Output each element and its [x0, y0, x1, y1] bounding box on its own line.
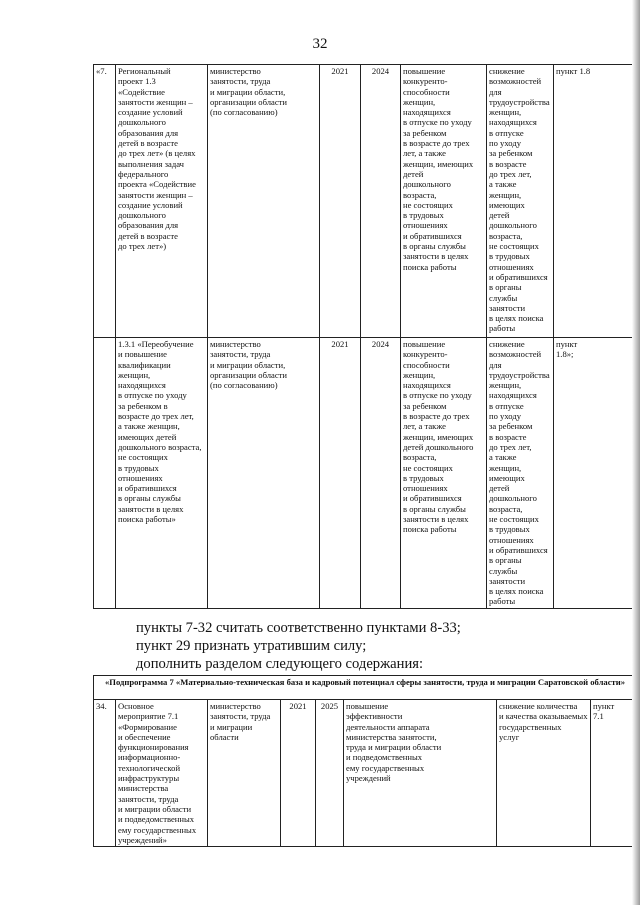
measures-table-continued — [93, 64, 637, 609]
expected-result: повышение эффективности деятельности аппарата министерства занятости, труда и миграции области и подведомственных ему государственных учреждений — [344, 700, 497, 847]
start-year: 2021 — [320, 338, 361, 609]
table-row — [94, 700, 637, 847]
subprogram-7-table — [93, 675, 637, 847]
non-implementation-consequence: снижение возможностей для трудоустройства женщин, находящихся в отпуске по уходу за ребенком в возрасте до трех лет, а также женщин, имеющих детей дошкольного возраста, не состоящих в трудовых отношениях и обратившихся в органы службы занятости в целях поиска работы — [487, 338, 554, 609]
start-year: 2021 — [281, 700, 316, 847]
start-year: 2021 — [320, 65, 361, 338]
non-implementation-consequence: снижение возможностей для трудоустройства женщин, находящихся в отпуске по уходу за ребенком в возрасте до трех лет, а также женщин, имеющих детей дошкольного возраста, не состоящих в трудовых отношениях и обратившихся в органы службы занятости в целях поиска работы — [487, 65, 554, 338]
row-number: «7. — [94, 65, 116, 338]
indicator-link: пункт 7.1 — [591, 700, 637, 847]
amendment-paragraph-2: пункт 29 признать утратившим силу; — [136, 638, 367, 654]
row-number: 34. — [94, 700, 116, 847]
amendment-paragraph-3: дополнить разделом следующего содержания: — [136, 656, 424, 672]
indicator-link: пункт 1.8 — [554, 65, 637, 338]
end-year: 2025 — [316, 700, 344, 847]
page-number: 32 — [312, 36, 328, 52]
amendment-paragraph-1: пункты 7-32 считать соответственно пунктами 8-33; — [136, 620, 461, 636]
executor: министерство занятости, труда и миграции области, организации области (по согласованию) — [208, 65, 320, 338]
measure-name: Основное мероприятие 7.1 «Формирование и обеспечение функционирования информационно- технологической инфраструктуры министерства занятости, труда и миграции области и подведомственных ему государственных учреждений» — [116, 700, 208, 847]
expected-result: повышение конкуренто- способности женщин, находящихся в отпуске по уходу за ребенком в возрасте до трех лет, а также женщин, имеющих детей дошкольного возраста, не состоящих в трудовых отношениях и обратившихся в органы службы занятости в целях поиска работы — [401, 65, 487, 338]
executor: министерство занятости, труда и миграции области — [208, 700, 281, 847]
expected-result: повышение конкуренто- способности женщин, находящихся в отпуске по уходу за ребенком в возрасте до трех лет, а также женщин, имеющих детей дошкольного возраста, не состоящих в трудовых отношениях и обратившихся в органы службы занятости в целях поиска работы — [401, 338, 487, 609]
measure-name: Региональный проект 1.3 «Содействие занятости женщин – создание условий дошкольного образования для детей в возрасте до трех лет» (в целях выполнения задач федерального проекта «Содействие занятости женщин – создание условий дошкольного образования для детей в возрасте до трех лет») — [116, 65, 208, 338]
measure-name: 1.3.1 «Переобучение и повышение квалификации женщин, находящихся в отпуске по уходу за ребенком в возрасте до трех лет, а также женщин, имеющих детей дошкольного возраста, не состоящих в трудовых отношениях и обратившихся в органы службы занятости в целях поиска работы» — [116, 338, 208, 609]
table-heading-row — [94, 676, 637, 700]
executor: министерство занятости, труда и миграции области, организации области (по согласованию) — [208, 338, 320, 609]
table-row — [94, 65, 637, 338]
row-number — [94, 338, 116, 609]
scan-edge-shadow — [632, 0, 640, 905]
table-row — [94, 338, 637, 609]
end-year: 2024 — [361, 65, 401, 338]
indicator-link: пункт 1.8»; — [554, 338, 637, 609]
non-implementation-consequence: снижение количества и качества оказываемых государственных услуг — [497, 700, 591, 847]
end-year: 2024 — [361, 338, 401, 609]
subprogram-heading: «Подпрограмма 7 «Материально-техническая база и кадровый потенциал сферы занятости, труда и миграции Саратовской области» — [94, 676, 637, 700]
